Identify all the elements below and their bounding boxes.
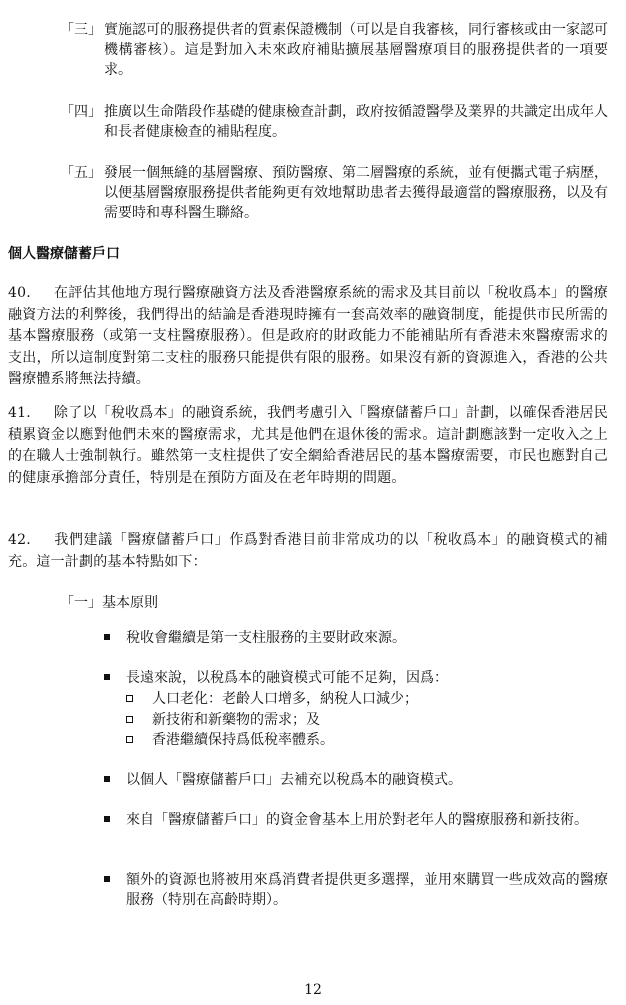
sub-bullet-item [126,689,418,709]
square-bullet-icon [104,876,110,882]
item-text: 推廣以生命階段作基礎的健康檢查計劃，政府按循證醫學及業界的共識定出成年人和長者健康檢查的補貼程度。 [104,104,608,140]
square-bullet-icon [104,816,110,822]
hollow-square-bullet-icon [126,716,133,723]
paragraph-text: 除了以「稅收爲本」的融資系統，我們考慮引入「醫療儲蓄戶口」計劃，以確保香港居民積累資金以應對他們未來的醫療需求，尤其是他們在退休後的需求。這計劃應該對一定收入之上的在職人士強制執行。雖然第一支柱提供了安全網給香港居民的基本醫療需要，市民也應對自己的健康承擔部分責任，特別是在預防方面及在老年時期的問題。 [8,405,608,486]
bullet-item [104,810,608,830]
hollow-square-bullet-icon [126,736,133,743]
sub-bullet-text: 新技術和新藥物的需求；及 [152,712,320,728]
bullet-item [104,770,608,790]
bullet-text: 稅收會繼續是第一支柱服務的主要財政來源。 [126,630,406,646]
section-heading: 個人醫療儲蓄戶口 [8,246,120,262]
paragraph-text: 我們建議「醫療儲蓄戶口」作爲對香港目前非常成功的以「稅收爲本」的融資模式的補充。這一計劃的基本特點如下： [8,532,608,570]
list-item-4 [60,102,608,142]
sub-bullet-text: 人口老化：老齡人口增多，納稅人口減少； [152,691,418,707]
sub-bullet-text: 香港繼續保持爲低稅率體系。 [152,732,334,748]
list-item-3 [60,20,608,80]
square-bullet-icon [104,776,110,782]
bullet-text: 長遠來說，以稅爲本的融資模式可能不足夠，因爲： [126,670,448,686]
sub-heading-marker: 「一」 [60,595,102,611]
sub-heading [60,593,158,613]
item-marker: 「五」 [60,165,102,181]
bullet-item [104,668,608,688]
item-text: 實施認可的服務提供者的質素保證機制（可以是自我審核，同行審核或由一家認可機構審核）。這是對加入未來政府補貼擴展基層醫療項目的服務提供者的一項要求。 [104,22,608,78]
item-marker: 「四」 [60,104,102,120]
sub-bullet-item [126,710,320,730]
bullet-text: 來自「醫療儲蓄戶口」的資金會基本上用於對老年人的醫療服務和新技術。 [126,812,588,828]
item-text: 發展一個無縫的基層醫療、預防醫療、第二層醫療的系統，並有便攜式電子病歷，以便基層醫療服務提供者能夠更有效地幫助患者去獲得最適當的醫療服務，以及有需要時和專科醫生聯絡。 [104,165,608,221]
sub-bullet-item [126,730,334,750]
square-bullet-icon [104,674,110,680]
square-bullet-icon [104,634,110,640]
bullet-item [104,870,608,910]
bullet-text: 以個人「醫療儲蓄戶口」去補充以稅爲本的融資模式。 [126,772,462,788]
paragraph-42 [8,530,608,573]
paragraph-41 [8,403,608,489]
hollow-square-bullet-icon [126,695,133,702]
list-item-5 [60,163,608,223]
bullet-item [104,628,608,648]
paragraph-40 [8,283,608,391]
paragraph-number: 41. [8,405,31,421]
item-marker: 「三」 [60,22,102,38]
paragraph-number: 40. [8,285,31,301]
paragraph-text: 在評估其他地方現行醫療融資方法及香港醫療系統的需求及其目前以「稅收爲本」的醫療融資方法的利弊後，我們得出的結論是香港現時擁有一套高效率的融資制度，能提供市民所需的基本醫療服務（或第一支柱醫療服務）。但是政府的財政能力不能補貼所有香港未來醫療需求的支出，所以這制度對第二支柱的服務只能提供有限的服務。如果沒有新的資源進入，香港的公共醫療體系將無法持續。 [8,285,608,387]
sub-heading-text: 基本原則 [102,595,158,611]
page-number: 12 [304,982,322,998]
paragraph-number: 42. [8,532,31,548]
bullet-text: 額外的資源也將被用來爲消費者提供更多選擇，並用來購買一些成效高的醫療服務（特別在高齡時期）。 [126,872,608,908]
